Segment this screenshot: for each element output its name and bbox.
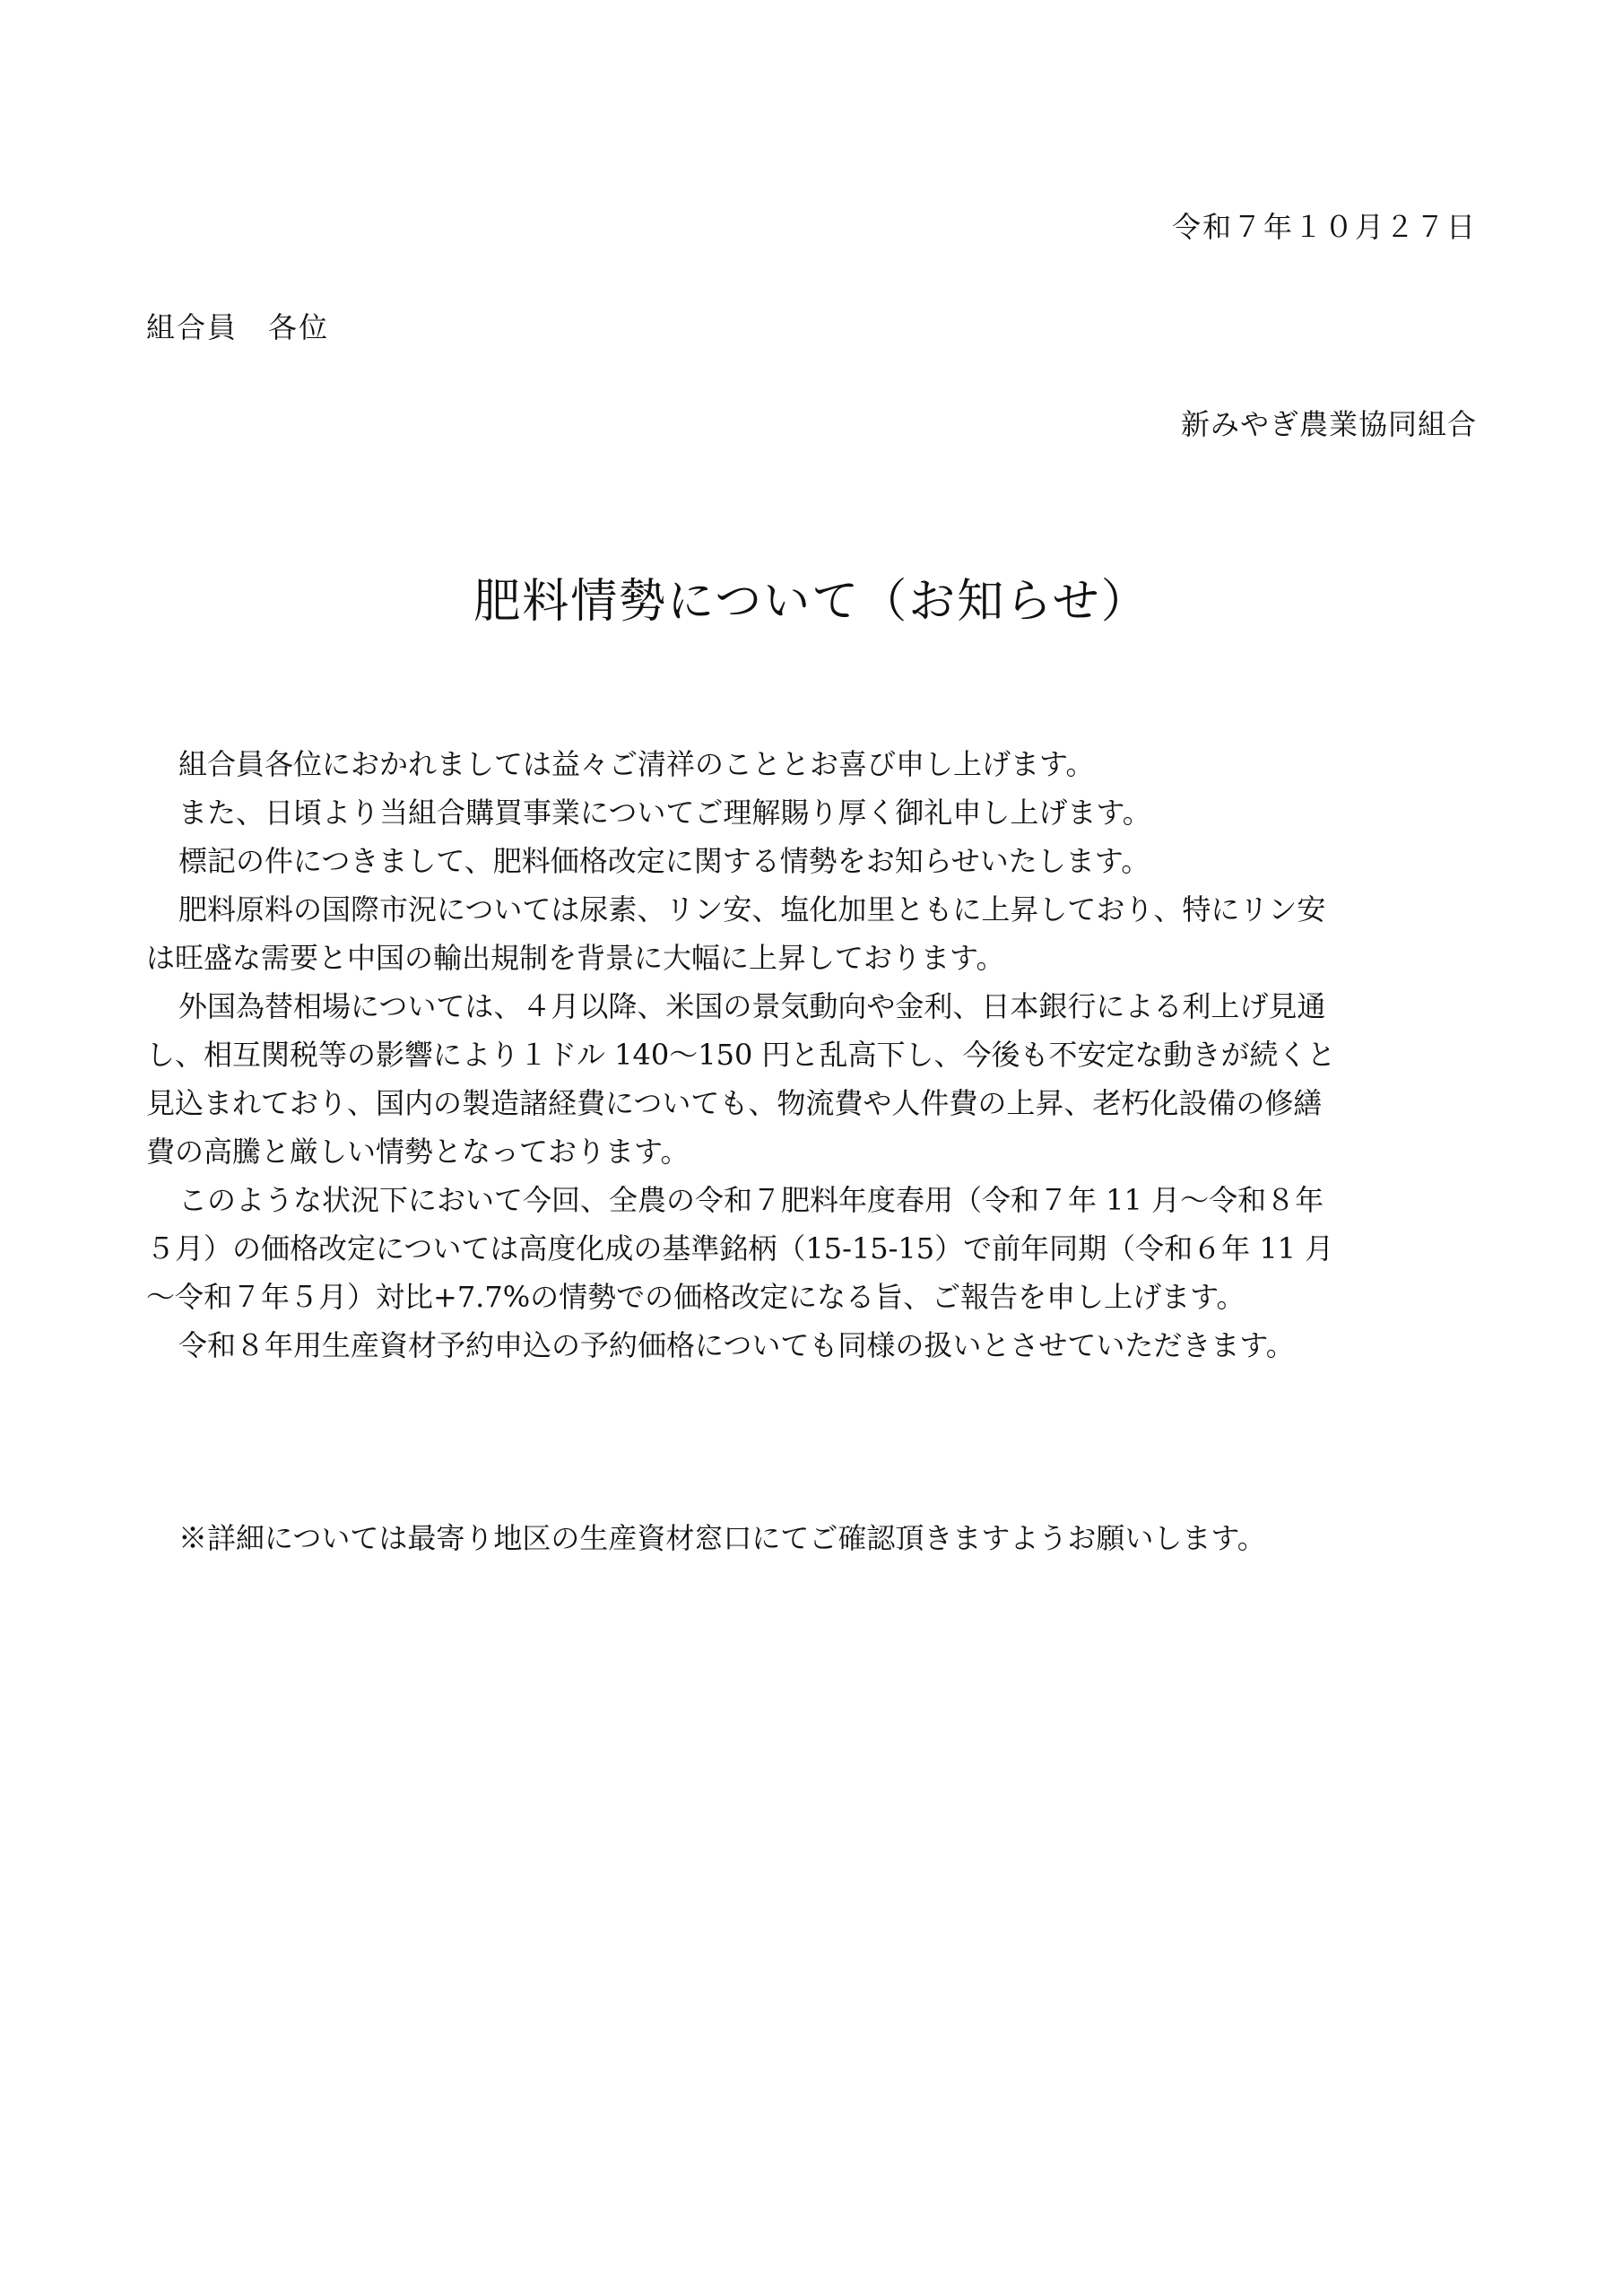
- body-line: し、相互関税等の影響により１ドル 140～150 円と乱高下し、今後も不安定な動きが続くと: [146, 1038, 1336, 1072]
- body-line: また、日頃より当組合購買事業についてご理解賜り厚く御礼申し上げます。: [178, 796, 1151, 830]
- body-line: 費の高騰と厳しい情勢となっております。: [146, 1135, 690, 1169]
- body-line: 組合員各位におかれましては益々ご清祥のこととお喜び申し上げます。: [178, 747, 1095, 781]
- body-line: このような状況下において今回、全農の令和７肥料年度春用（令和７年 11 月～令和８年: [178, 1183, 1324, 1217]
- body-line: 外国為替相場については、４月以降、米国の景気動向や金利、日本銀行による利上げ見通: [178, 989, 1326, 1023]
- body-line: 肥料原料の国際市況については尿素、リン安、塩化加里ともに上昇しており、特にリン安: [178, 892, 1326, 926]
- document-title: 肥料情勢について（お知らせ）: [473, 575, 1150, 629]
- body-line: ５月）の価格改定については高度化成の基準銘柄（15-15-15）で前年同期（令和６年 11 月: [146, 1231, 1334, 1265]
- contact-note: ※詳細については最寄り地区の生産資材窓口にてご確認頂きますようお願いします。: [178, 1521, 1266, 1555]
- body-line: ～令和７年５月）対比+7.7%の情勢での価格改定になる旨、ご報告を申し上げます。: [146, 1280, 1245, 1314]
- body-line: 見込まれており、国内の製造諸経費についても、物流費や人件費の上昇、老朽化設備の修繕: [146, 1086, 1323, 1120]
- recipient: 組合員 各位: [146, 310, 330, 344]
- body-line: 標記の件につきまして、肥料価格改定に関する情勢をお知らせいたします。: [178, 844, 1150, 878]
- body-line: は旺盛な需要と中国の輸出規制を背景に大幅に上昇しております。: [146, 941, 1005, 975]
- body-line: 令和８年用生産資材予約申込の予約価格についても同様の扱いとさせていただきます。: [178, 1328, 1295, 1362]
- sender-organization: 新みやぎ農業協同組合: [1180, 407, 1477, 441]
- document-date: 令和７年１０月２７日: [1171, 210, 1477, 244]
- body-text: [146, 740, 1491, 1370]
